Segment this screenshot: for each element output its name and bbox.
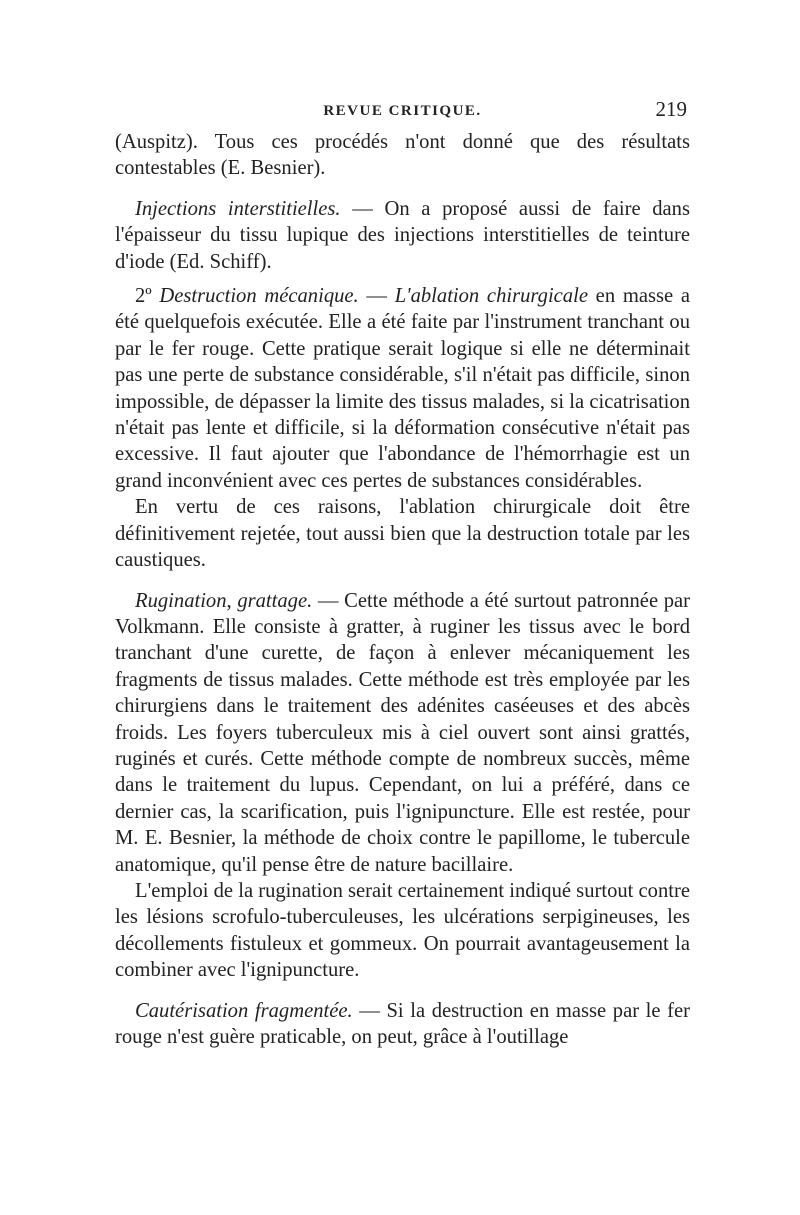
section-heading: Rugination: [135, 589, 227, 612]
section-heading: Cautérisation fragmentée.: [135, 999, 353, 1022]
running-title: REVUE CRITIQUE.: [323, 103, 482, 119]
paragraph-destruction-mecanique: 2º Destruction mécanique. — L'ablation chirurgicale en masse a été quelquefois exécutée. Elle a été faite par l'instrument tranchant ou par le fer rouge. Cette pratique serait logique si elle ne déterminait pas une perte de substance considérable, s'il n'était pas difficile, sinon impossible, de dépasser la limite des tissus malades, si la cicatrisation n'était pas lente et difficile, si la déformation consécutive n'était pas excessive. Il faut ajouter que l'abondance de l'hémorrhagie est un grand inconvénient avec ces pertes de substances considérables.: [115, 285, 690, 492]
paragraph-ablation-rejetee: En vertu de ces raisons, l'ablation chirurgicale doit être définitivement rejetée, tout aussi bien que la destruction totale par les caustiques.: [115, 496, 690, 572]
paragraph-injections: Injections interstitielles. — On a proposé aussi de faire dans l'épaisseur du tissu lupique des injections interstitielles de teinture d'iode (Ed. Schiff).: [115, 197, 690, 273]
paragraph-rugination: Rugination, grattage. — Cette méthode a été surtout patronnée par Volkmann. Elle consiste à gratter, à ruginer les tissus avec le bord tranchant d'une curette, de façon à enlever mécaniquement les fragments de tissus malades. Cette méthode est très employée par les chirurgiens dans le traitement des adénites caséeuses et des abcès froids. Les foyers tuberculeux mis à ciel ouvert sont ainsi grattés, ruginés et curés. Cette méthode compte de nombreux succès, même dans le traitement du lupus. Cependant, on lui a préféré, dans ce dernier cas, la scarification, puis l'ignipuncture. Elle est restée, pour M. E. Besnier, la méthode de choix contre le papillome, le tubercule anatomique, qu'il pense être de nature bacillaire.: [115, 589, 690, 876]
section-number: 2º: [135, 285, 152, 308]
section-heading: Injections interstitielles.: [135, 197, 341, 220]
paragraph-cauterisation: Cautérisation fragmentée. — Si la destruction en masse par le fer rouge n'est guère praticable, on peut, grâce à l'outillage: [115, 999, 690, 1048]
page-header: [115, 97, 690, 127]
subsection-heading: L'ablation chirurgicale: [394, 285, 588, 308]
section-heading-2: grattage.: [237, 589, 313, 612]
body-text: [115, 129, 690, 1050]
paragraph-emploi-rugination: L'emploi de la rugination serait certainement indiqué surtout contre les lésions scrofulo-tuberculeuses, les ulcérations serpigineuses, les décollements fistuleux et gommeux. On pourrait avantageusement la combiner avec l'ignipuncture.: [115, 879, 690, 982]
page-number: 219: [655, 97, 687, 121]
section-heading: Destruction mécanique.: [159, 285, 359, 308]
paragraph-continuation: (Auspitz). Tous ces procédés n'ont donné que des résultats contestables (E. Besnier).: [115, 131, 690, 180]
